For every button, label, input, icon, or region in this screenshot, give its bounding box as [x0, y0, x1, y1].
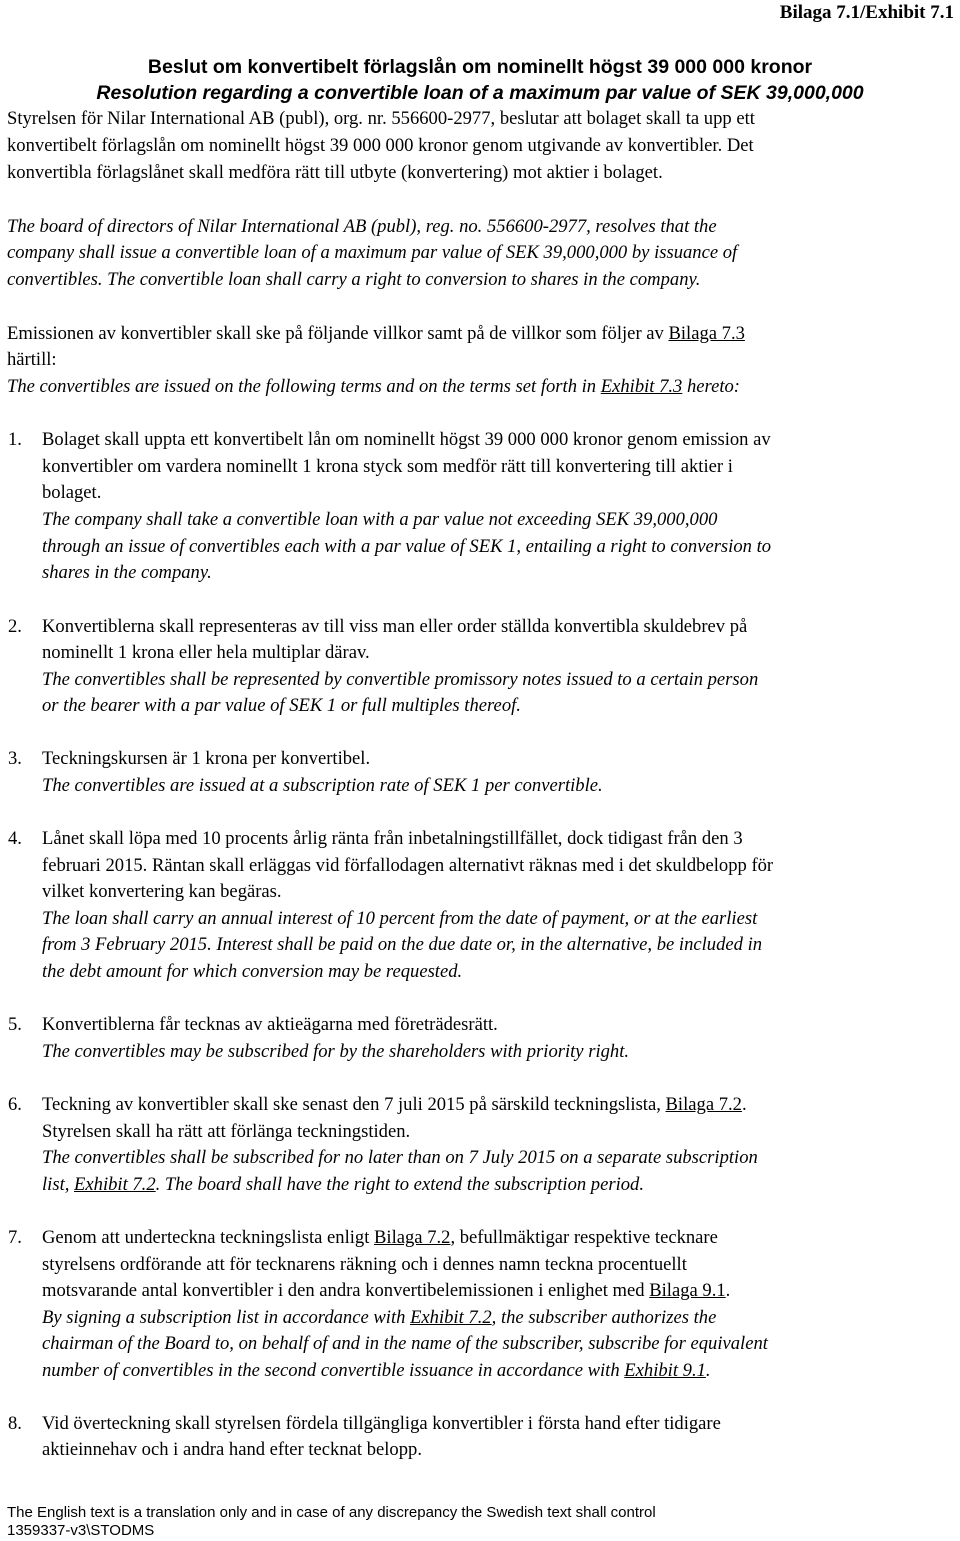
exhibit-7-3-link[interactable]: Exhibit 7.3 [600, 376, 683, 397]
term-8-sv-line: aktieinnehav och i andra hand efter tecknat belopp. [42, 1439, 422, 1460]
term-6-sv-text: Teckning av konvertibler skall ske senast den 7 juli 2015 på särskild teckningslista, [42, 1094, 666, 1115]
exhibit-7-2-link[interactable]: Exhibit 7.2 [74, 1174, 156, 1195]
term-1-sv-line: bolaget. [42, 482, 102, 503]
term-1-sv-line: konvertibler om vardera nominellt 1 krona styck som medför rätt till konvertering till aktier i [42, 456, 733, 477]
exhibit-7-2-link[interactable]: Exhibit 7.2 [410, 1307, 492, 1328]
terms-intro-sv-cont: härtill: [7, 349, 57, 370]
term-number: 4. [8, 828, 22, 849]
term-6-en-text: . The board shall have the right to extend the subscription period. [155, 1174, 645, 1195]
term-7-en-text: By signing a subscription list in accordance with [42, 1307, 411, 1328]
term-3-sv-line: Teckningskursen är 1 krona per konvertibel. [42, 748, 371, 769]
term-1-sv-line: Bolaget skall uppta ett konvertibelt lån om nominellt högst 39 000 000 kronor genom emission av [42, 429, 771, 450]
term-7-en-line [42, 1358, 711, 1385]
term-4-en-line: from 3 February 2015. Interest shall be paid on the due date or, in the alternative, be included in [42, 934, 763, 955]
bilaga-7-2-link[interactable]: Bilaga 7.2 [374, 1227, 451, 1248]
intro-sv-line: Styrelsen för Nilar International AB (publ), org. nr. 556600-2977, beslutar att bolaget skall ta upp ett [7, 108, 755, 129]
term-6-sv-line [42, 1092, 747, 1119]
term-6-en-line [42, 1172, 644, 1199]
term-7-sv-text: motsvarande antal konvertibler i den andra konvertibelemissionen i enlighet med [42, 1280, 650, 1301]
intro-sv-line: konvertibla förlagslånet skall medföra rätt till utbyte (konvertering) mot aktier i bolaget. [7, 162, 663, 183]
intro-en-line: The board of directors of Nilar International AB (publ), reg. no. 556600-2977, resolves that the [7, 216, 717, 237]
term-4-sv-line: Lånet skall löpa med 10 procents årlig ränta från inbetalningstillfället, dock tidigast från den 3 [42, 828, 743, 849]
term-7-en-line: chairman of the Board to, on behalf of and in the name of the subscriber, subscribe for equivalent [42, 1333, 768, 1354]
term-7-en-text: number of convertibles in the second convertible issuance in accordance with [42, 1360, 625, 1381]
bilaga-7-3-link[interactable]: Bilaga 7.3 [668, 323, 745, 344]
intro-en-line: company shall issue a convertible loan of a maximum par value of SEK 39,000,000 by issuance of [7, 242, 738, 263]
term-number: 5. [8, 1014, 22, 1035]
terms-intro-en-text: The convertibles are issued on the following terms and on the terms set forth in [7, 376, 601, 397]
bilaga-9-1-link[interactable]: Bilaga 9.1 [649, 1280, 726, 1301]
footer-disclaimer: The English text is a translation only and in case of any discrepancy the Swedish text shall control [7, 1504, 656, 1521]
term-number: 3. [8, 748, 22, 769]
footer-doc-ref: 1359337-v3\STODMS [7, 1522, 155, 1539]
term-6-en-text: list, [42, 1174, 75, 1195]
term-4-en-line: The loan shall carry an annual interest of 10 percent from the date of payment, or at the earliest [42, 908, 758, 929]
term-number: 6. [8, 1094, 22, 1115]
term-1-en-line: shares in the company. [42, 562, 212, 583]
term-1-en-line: The company shall take a convertible loan with a par value not exceeding SEK 39,000,000 [42, 509, 718, 530]
term-7-sv-text: Genom att underteckna teckningslista enligt [42, 1227, 375, 1248]
term-7-sv-line [42, 1225, 718, 1252]
term-6-sv-line: Styrelsen skall ha rätt att förlänga teckningstiden. [42, 1121, 411, 1142]
term-5-sv-line: Konvertiblerna får tecknas av aktieägarna med företrädesrätt. [42, 1014, 498, 1035]
intro-en-line: convertibles. The convertible loan shall carry a right to conversion to shares in the company. [7, 269, 701, 290]
term-2-en-line: The convertibles shall be represented by convertible promissory notes issued to a certain person [42, 669, 759, 690]
term-7-en-line [42, 1305, 716, 1332]
term-number: 2. [8, 616, 22, 637]
terms-intro-en-text: hereto: [682, 376, 740, 397]
term-3-en-line: The convertibles are issued at a subscription rate of SEK 1 per convertible. [42, 775, 603, 796]
exhibit-9-1-link[interactable]: Exhibit 9.1 [624, 1360, 706, 1381]
term-7-sv-text: . [725, 1280, 731, 1301]
term-6-sv-text: . [741, 1094, 747, 1115]
term-4-sv-line: vilket konvertering kan begäras. [42, 881, 282, 902]
term-5-en-line: The convertibles may be subscribed for by the shareholders with priority right. [42, 1041, 630, 1062]
term-7-en-text: . [705, 1360, 711, 1381]
term-1-en-line: through an issue of convertibles each with a par value of SEK 1, entailing a right to conversion to [42, 536, 772, 557]
bilaga-7-2-link[interactable]: Bilaga 7.2 [665, 1094, 742, 1115]
title-swedish: Beslut om konvertibelt förlagslån om nominellt högst 39 000 000 kronor [147, 56, 813, 78]
term-number: 7. [8, 1227, 22, 1248]
term-2-sv-line: Konvertiblerna skall representeras av till viss man eller order ställda konvertibla skuldebrev på [42, 616, 748, 637]
term-number: 1. [8, 429, 22, 450]
term-7-sv-text: , befullmäktigar respektive tecknare [450, 1227, 718, 1248]
term-8-sv-line: Vid överteckning skall styrelsen fördela tillgängliga konvertibler i första hand efter tidigare [42, 1413, 721, 1434]
terms-intro-sv-text: Emissionen av konvertibler skall ske på följande villkor samt på de villkor som följer av [7, 323, 669, 344]
intro-sv-line: konvertibelt förlagslån om nominellt högst 39 000 000 kronor genom utgivande av konvertibler. Det [7, 135, 754, 156]
term-7-sv-line [42, 1278, 730, 1305]
terms-intro-en [7, 374, 740, 401]
term-2-sv-line: nominellt 1 krona eller hela multiplar därav. [42, 642, 370, 663]
term-number: 8. [8, 1413, 22, 1434]
term-6-en-line: The convertibles shall be subscribed for no later than on 7 July 2015 on a separate subscription [42, 1147, 758, 1168]
term-7-en-text: , the subscriber authorizes the [491, 1307, 717, 1328]
term-7-sv-line: styrelsens ordförande att för tecknarens räkning och i dennes namn teckna procentuellt [42, 1254, 687, 1275]
term-4-sv-line: februari 2015. Räntan skall erläggas vid förfallodagen alternativt räknas med i det skuldbelopp för [42, 855, 774, 876]
exhibit-label: Bilaga 7.1/Exhibit 7.1 [779, 2, 954, 23]
title-english: Resolution regarding a convertible loan of a maximum par value of SEK 39,000,000 [96, 82, 864, 104]
term-2-en-line: or the bearer with a par value of SEK 1 or full multiples thereof. [42, 695, 521, 716]
terms-intro-sv [7, 321, 745, 348]
term-4-en-line: the debt amount for which conversion may be requested. [42, 961, 463, 982]
